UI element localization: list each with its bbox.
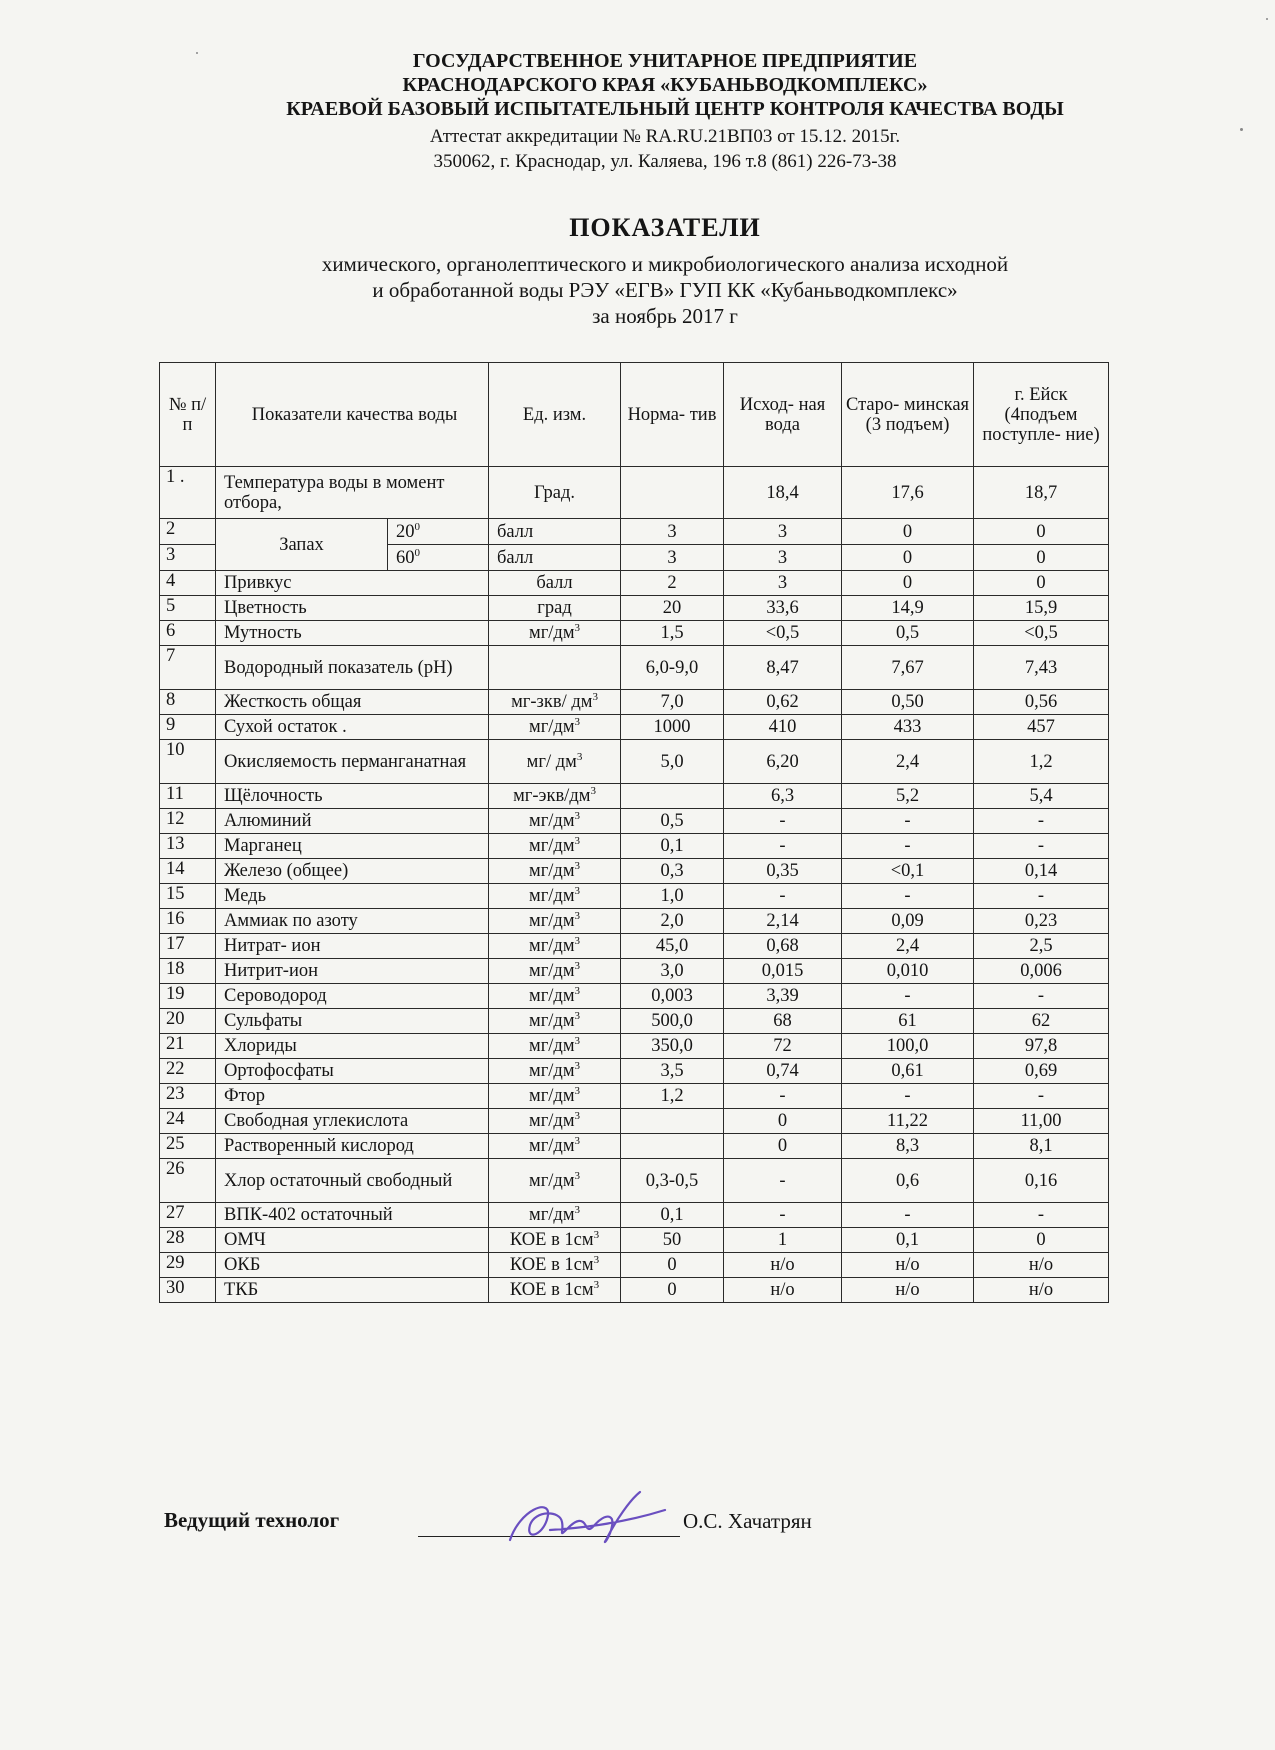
cell-unit: град [489, 596, 621, 621]
table-row [160, 467, 1109, 519]
cell-num: 19 [160, 984, 216, 1009]
address-line: 350062, г. Краснодар, ул. Каляева, 196 т.8 (861) 226-73-38 [433, 151, 897, 172]
scan-speck [196, 52, 198, 54]
cell-unit: Град. [489, 467, 621, 519]
cell-source: - [724, 1084, 842, 1109]
cell-yeisk: 5,4 [974, 784, 1109, 809]
table-row [160, 859, 1109, 884]
subtitle-line1: химического, органолептического и микробиологического анализа исходной [321, 252, 1009, 276]
cell-source: 0,62 [724, 690, 842, 715]
table-row [160, 834, 1109, 859]
cell-norm: 350,0 [621, 1034, 724, 1059]
cell-unit: $мг/дм^3$ [489, 1134, 621, 1159]
cell-yeisk: 0 [974, 519, 1109, 545]
cell-yeisk: 0,56 [974, 690, 1109, 715]
cell-indicator: ВПК-402 остаточный [216, 1203, 489, 1228]
cell-norm: 6,0-9,0 [621, 646, 724, 690]
cell-unit: $мг/дм^3$ [489, 1084, 621, 1109]
cell-source: н/о [724, 1253, 842, 1278]
cell-num: 13 [160, 834, 216, 859]
cell-yeisk: 0 [974, 1228, 1109, 1253]
cell-yeisk: 11,00 [974, 1109, 1109, 1134]
cell-unit: $мг/дм^3$ [489, 984, 621, 1009]
cell-source: - [724, 1203, 842, 1228]
scan-speck [1240, 128, 1243, 131]
cell-yeisk: 97,8 [974, 1034, 1109, 1059]
cell-starominsk: н/о [842, 1278, 974, 1303]
cell-starominsk: - [842, 984, 974, 1009]
cell-norm: 1,2 [621, 1084, 724, 1109]
cell-unit: КОЕ в $1см^3$ [489, 1228, 621, 1253]
cell-unit: $мг/дм^3$ [489, 621, 621, 646]
cell-indicator: Марганец [216, 834, 489, 859]
table-row [160, 884, 1109, 909]
cell-source: 3 [724, 519, 842, 545]
subtitle-line2: и обработанной воды РЭУ «ЕГВ» ГУП КК «Кубаньводкомплекс» [372, 278, 958, 302]
cell-starominsk: 0,1 [842, 1228, 974, 1253]
cell-norm [621, 467, 724, 519]
col-header-norm: Норма- тив [621, 363, 724, 467]
cell-unit: $мг/дм^3$ [489, 884, 621, 909]
cell-yeisk: 15,9 [974, 596, 1109, 621]
cell-indicator: Железо (общее) [216, 859, 489, 884]
cell-num: 20 [160, 1009, 216, 1034]
cell-unit: $мг/дм^3$ [489, 934, 621, 959]
cell-unit: $мг/дм^3$ [489, 959, 621, 984]
cell-unit: $мг-экв/дм^3$ [489, 784, 621, 809]
cell-indicator: Сухой остаток . [216, 715, 489, 740]
cell-num: 21 [160, 1034, 216, 1059]
cell-yeisk: 457 [974, 715, 1109, 740]
cell-starominsk: 100,0 [842, 1034, 974, 1059]
cell-unit: $мг/дм^3$ [489, 1059, 621, 1084]
cell-source: 3 [724, 545, 842, 571]
cell-yeisk: н/о [974, 1253, 1109, 1278]
cell-num: 23 [160, 1084, 216, 1109]
table-row [160, 1059, 1109, 1084]
cell-norm: 20 [621, 596, 724, 621]
cell-starominsk: 0 [842, 519, 974, 545]
cell-starominsk: 0,5 [842, 621, 974, 646]
cell-source: н/о [724, 1278, 842, 1303]
table-row [160, 1034, 1109, 1059]
table-row [160, 740, 1109, 784]
col-header-num: № п/ п [160, 363, 216, 467]
accreditation-line: Аттестат аккредитации № RA.RU.21ВП03 от 15.12. 2015г. [429, 126, 901, 147]
cell-num: 1 . [160, 467, 216, 519]
cell-yeisk: 0,006 [974, 959, 1109, 984]
cell-unit: $мг/дм^3$ [489, 1203, 621, 1228]
cell-indicator: Сульфаты [216, 1009, 489, 1034]
cell-starominsk: 14,9 [842, 596, 974, 621]
cell-source: 3,39 [724, 984, 842, 1009]
cell-norm: 0 [621, 1278, 724, 1303]
cell-yeisk: н/о [974, 1278, 1109, 1303]
cell-unit: балл [489, 545, 621, 571]
cell-indicator: Цветность [216, 596, 489, 621]
cell-source: 6,20 [724, 740, 842, 784]
cell-norm: 0,1 [621, 834, 724, 859]
cell-indicator: Хлор остаточный свободный [216, 1159, 489, 1203]
cell-indicator: Водородный показатель (рН) [216, 646, 489, 690]
cell-num: 3 [160, 545, 216, 571]
cell-num: 22 [160, 1059, 216, 1084]
table-row [160, 1278, 1109, 1303]
col-header-starominsk: Старо- минская (3 подъем) [842, 363, 974, 467]
cell-unit: $мг/дм^3$ [489, 715, 621, 740]
cell-unit: мг-зкв/ $дм^3$ [489, 690, 621, 715]
cell-indicator: ТКБ [216, 1278, 489, 1303]
cell-yeisk: 0,14 [974, 859, 1109, 884]
cell-num: 14 [160, 859, 216, 884]
cell-norm: 2,0 [621, 909, 724, 934]
org-name-line3: КРАЕВОЙ БАЗОВЫЙ ИСПЫТАТЕЛЬНЫЙ ЦЕНТР КОНТРОЛЯ КАЧЕСТВА ВОДЫ [286, 98, 1064, 120]
cell-source: 0,015 [724, 959, 842, 984]
cell-indicator: Запах [216, 519, 388, 571]
cell-indicator: Мутность [216, 621, 489, 646]
cell-starominsk: 0,6 [842, 1159, 974, 1203]
cell-starominsk: 11,22 [842, 1109, 974, 1134]
cell-yeisk: - [974, 809, 1109, 834]
cell-indicator: Нитрит-ион [216, 959, 489, 984]
cell-yeisk: 18,7 [974, 467, 1109, 519]
table-row [160, 715, 1109, 740]
cell-yeisk: - [974, 834, 1109, 859]
cell-num: 7 [160, 646, 216, 690]
cell-num: 25 [160, 1134, 216, 1159]
cell-indicator: ОМЧ [216, 1228, 489, 1253]
table-row [160, 519, 1109, 545]
cell-unit: $мг/дм^3$ [489, 909, 621, 934]
cell-starominsk: 0,50 [842, 690, 974, 715]
cell-norm [621, 1109, 724, 1134]
cell-norm: 50 [621, 1228, 724, 1253]
cell-unit [489, 646, 621, 690]
cell-num: 16 [160, 909, 216, 934]
cell-subindicator: $20^0$ [388, 519, 489, 545]
cell-source: 72 [724, 1034, 842, 1059]
cell-source: 6,3 [724, 784, 842, 809]
cell-norm: 0,003 [621, 984, 724, 1009]
col-header-yeisk: г. Ейск (4подъем поступле- ние) [974, 363, 1109, 467]
cell-norm: 2 [621, 571, 724, 596]
cell-starominsk: <0,1 [842, 859, 974, 884]
cell-indicator: Аммиак по азоту [216, 909, 489, 934]
cell-unit: $мг/дм^3$ [489, 1034, 621, 1059]
cell-unit: $мг/дм^3$ [489, 1109, 621, 1134]
table-row [160, 621, 1109, 646]
cell-starominsk: 0,61 [842, 1059, 974, 1084]
cell-norm: 3,5 [621, 1059, 724, 1084]
cell-norm [621, 784, 724, 809]
cell-norm: 5,0 [621, 740, 724, 784]
cell-starominsk: 433 [842, 715, 974, 740]
cell-yeisk: 62 [974, 1009, 1109, 1034]
cell-norm: 0,3 [621, 859, 724, 884]
cell-norm: 3,0 [621, 959, 724, 984]
table-row [160, 784, 1109, 809]
cell-starominsk: - [842, 834, 974, 859]
cell-norm: 0,3-0,5 [621, 1159, 724, 1203]
cell-norm: 1000 [621, 715, 724, 740]
cell-num: 17 [160, 934, 216, 959]
cell-num: 15 [160, 884, 216, 909]
cell-unit: балл [489, 571, 621, 596]
cell-indicator: Медь [216, 884, 489, 909]
cell-starominsk: 8,3 [842, 1134, 974, 1159]
cell-num: 4 [160, 571, 216, 596]
table-header-row [160, 363, 1109, 467]
cell-indicator: Свободная углекислота [216, 1109, 489, 1134]
cell-yeisk: - [974, 884, 1109, 909]
cell-unit: $мг/дм^3$ [489, 859, 621, 884]
cell-num: 5 [160, 596, 216, 621]
table-row [160, 1084, 1109, 1109]
cell-starominsk: 0,09 [842, 909, 974, 934]
cell-starominsk: - [842, 1084, 974, 1109]
col-header-indicator: Показатели качества воды [216, 363, 489, 467]
table-row [160, 571, 1109, 596]
cell-starominsk: 17,6 [842, 467, 974, 519]
cell-norm: 0,5 [621, 809, 724, 834]
cell-unit: КОЕ в $1см^3$ [489, 1278, 621, 1303]
cell-starominsk: н/о [842, 1253, 974, 1278]
cell-source: - [724, 884, 842, 909]
cell-num: 12 [160, 809, 216, 834]
cell-starominsk: 2,4 [842, 934, 974, 959]
cell-unit: $мг/дм^3$ [489, 834, 621, 859]
table-row [160, 934, 1109, 959]
table-row [160, 1134, 1109, 1159]
table-row [160, 909, 1109, 934]
col-header-unit: Ед. изм. [489, 363, 621, 467]
cell-norm: 3 [621, 519, 724, 545]
org-name-line2: КРАСНОДАРСКОГО КРАЯ «КУБАНЬВОДКОМПЛЕКС» [402, 74, 928, 96]
cell-starominsk: 0,010 [842, 959, 974, 984]
cell-norm: 500,0 [621, 1009, 724, 1034]
cell-indicator: ОКБ [216, 1253, 489, 1278]
cell-yeisk: 0,23 [974, 909, 1109, 934]
cell-indicator: Нитрат- ион [216, 934, 489, 959]
cell-yeisk: 8,1 [974, 1134, 1109, 1159]
cell-source: 0,35 [724, 859, 842, 884]
table-row [160, 984, 1109, 1009]
cell-starominsk: 61 [842, 1009, 974, 1034]
cell-indicator: Жесткость общая [216, 690, 489, 715]
subtitle-line3: за ноябрь 2017 г [592, 304, 738, 328]
cell-indicator: Окисляемость перманганатная [216, 740, 489, 784]
cell-num: 6 [160, 621, 216, 646]
water-quality-table [159, 362, 1109, 1303]
cell-source: - [724, 809, 842, 834]
cell-yeisk: 2,5 [974, 934, 1109, 959]
cell-source: - [724, 1159, 842, 1203]
cell-source: 33,6 [724, 596, 842, 621]
cell-num: 27 [160, 1203, 216, 1228]
cell-num: 26 [160, 1159, 216, 1203]
cell-starominsk: 5,2 [842, 784, 974, 809]
cell-starominsk: - [842, 884, 974, 909]
cell-unit: балл [489, 519, 621, 545]
table-row [160, 646, 1109, 690]
cell-starominsk: 0 [842, 545, 974, 571]
table-row [160, 959, 1109, 984]
cell-source: 2,14 [724, 909, 842, 934]
cell-source: <0,5 [724, 621, 842, 646]
cell-unit: $мг/дм^3$ [489, 809, 621, 834]
cell-source: 0,74 [724, 1059, 842, 1084]
cell-source: 0 [724, 1109, 842, 1134]
col-header-source: Исход- ная вода [724, 363, 842, 467]
signer-name: О.С. Хачатрян [683, 1509, 812, 1533]
cell-yeisk: 0 [974, 545, 1109, 571]
cell-norm: 0 [621, 1253, 724, 1278]
cell-yeisk: 0,69 [974, 1059, 1109, 1084]
scan-speck [1266, 18, 1268, 20]
cell-norm [621, 1134, 724, 1159]
cell-yeisk: - [974, 984, 1109, 1009]
signer-role: Ведущий технолог [164, 1508, 340, 1532]
cell-indicator: Фтор [216, 1084, 489, 1109]
table-row [160, 809, 1109, 834]
cell-indicator: Хлориды [216, 1034, 489, 1059]
table-row [160, 1109, 1109, 1134]
cell-starominsk: 2,4 [842, 740, 974, 784]
cell-yeisk: 0 [974, 571, 1109, 596]
cell-starominsk: - [842, 1203, 974, 1228]
cell-yeisk: 7,43 [974, 646, 1109, 690]
document-title: ПОКАЗАТЕЛИ [569, 213, 761, 242]
table-row [160, 1009, 1109, 1034]
cell-unit: КОЕ в $1см^3$ [489, 1253, 621, 1278]
cell-starominsk: - [842, 809, 974, 834]
cell-num: 24 [160, 1109, 216, 1134]
cell-indicator: Температура воды в момент отбора, [216, 467, 489, 519]
cell-source: 0 [724, 1134, 842, 1159]
table-row [160, 596, 1109, 621]
cell-num: 30 [160, 1278, 216, 1303]
cell-norm: 0,1 [621, 1203, 724, 1228]
cell-norm: 7,0 [621, 690, 724, 715]
cell-indicator: Растворенный кислород [216, 1134, 489, 1159]
org-name-line1: ГОСУДАРСТВЕННОЕ УНИТАРНОЕ ПРЕДПРИЯТИЕ [412, 50, 918, 72]
cell-num: 18 [160, 959, 216, 984]
cell-num: 9 [160, 715, 216, 740]
cell-subindicator: $60^0$ [388, 545, 489, 571]
cell-yeisk: - [974, 1203, 1109, 1228]
cell-indicator: Сероводород [216, 984, 489, 1009]
cell-num: 10 [160, 740, 216, 784]
cell-source: 8,47 [724, 646, 842, 690]
cell-source: 410 [724, 715, 842, 740]
cell-source: 3 [724, 571, 842, 596]
cell-yeisk: - [974, 1084, 1109, 1109]
cell-num: 29 [160, 1253, 216, 1278]
cell-num: 11 [160, 784, 216, 809]
cell-source: 68 [724, 1009, 842, 1034]
cell-starominsk: 7,67 [842, 646, 974, 690]
cell-indicator: Алюминий [216, 809, 489, 834]
cell-norm: 1,0 [621, 884, 724, 909]
cell-indicator: Привкус [216, 571, 489, 596]
cell-unit: $мг/дм^3$ [489, 1009, 621, 1034]
cell-norm: 45,0 [621, 934, 724, 959]
cell-yeisk: 0,16 [974, 1159, 1109, 1203]
cell-norm: 1,5 [621, 621, 724, 646]
cell-source: 18,4 [724, 467, 842, 519]
cell-unit: мг/ $дм^3$ [489, 740, 621, 784]
cell-num: 2 [160, 519, 216, 545]
table-body [160, 467, 1109, 1303]
cell-indicator: Щёлочность [216, 784, 489, 809]
cell-indicator: Ортофосфаты [216, 1059, 489, 1084]
cell-yeisk: 1,2 [974, 740, 1109, 784]
table-row [160, 1253, 1109, 1278]
table-row [160, 690, 1109, 715]
cell-starominsk: 0 [842, 571, 974, 596]
cell-norm: 3 [621, 545, 724, 571]
cell-source: 0,68 [724, 934, 842, 959]
cell-source: - [724, 834, 842, 859]
table-row [160, 1228, 1109, 1253]
cell-num: 8 [160, 690, 216, 715]
cell-unit: $мг/дм^3$ [489, 1159, 621, 1203]
cell-num: 28 [160, 1228, 216, 1253]
table-row [160, 1203, 1109, 1228]
cell-yeisk: <0,5 [974, 621, 1109, 646]
table-row [160, 1159, 1109, 1203]
cell-source: 1 [724, 1228, 842, 1253]
handwritten-signature [490, 1480, 680, 1560]
